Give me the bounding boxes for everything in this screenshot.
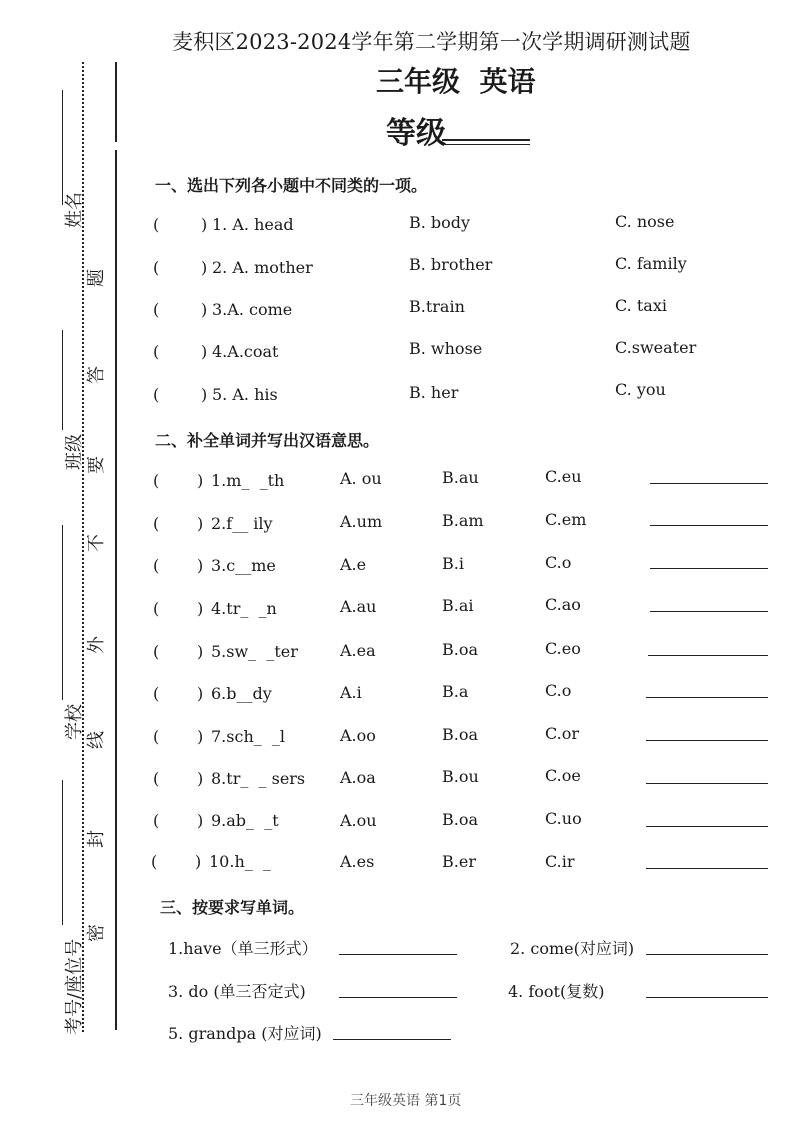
- meaning-blank[interactable]: [650, 568, 768, 569]
- answer-paren-close: ): [201, 300, 208, 319]
- answer-paren-close: ): [195, 852, 202, 871]
- level-blank: [442, 139, 530, 141]
- word-stem: 1.m_ _th: [211, 471, 285, 490]
- answer-paren-open: (: [153, 300, 160, 319]
- meaning-blank[interactable]: [646, 740, 768, 741]
- word-stem: 7.sch_ _l: [211, 727, 286, 746]
- option-c: C. family: [615, 254, 687, 273]
- answer-paren-open: (: [153, 342, 160, 361]
- option-b: B. her: [409, 383, 459, 402]
- name-field-line: [62, 90, 63, 205]
- section1-title: 一、选出下列各小题中不同类的一项。: [155, 176, 428, 195]
- option-b: B.ai: [442, 596, 474, 615]
- option-c: C. you: [615, 380, 666, 399]
- answer-paren-close: ): [201, 342, 208, 361]
- word-task: 5. grandpa (对应词): [168, 1024, 322, 1043]
- option-c: C.oe: [545, 766, 581, 785]
- option-a: A. ou: [340, 469, 382, 488]
- option-a: A.au: [340, 597, 377, 616]
- option-a: A.i: [340, 683, 362, 702]
- word-task: 3. do (单三否定式): [168, 982, 306, 1001]
- word-task: 2. come(对应词): [510, 939, 635, 958]
- word-stem: 9.ab_ _t: [211, 811, 279, 830]
- option-b: B.oa: [442, 725, 479, 744]
- answer-paren-close: ): [197, 684, 204, 703]
- word-stem: 8.tr_ _ sers: [211, 769, 306, 788]
- option-a: 2. A. mother: [212, 258, 313, 277]
- answer-paren-open: (: [153, 471, 160, 490]
- answer-paren-close: ): [197, 642, 204, 661]
- answer-paren-open: (: [153, 215, 160, 234]
- option-b: B.i: [442, 554, 464, 573]
- option-a: A.um: [340, 512, 383, 531]
- option-a: A.oa: [340, 768, 376, 787]
- answer-paren-close: ): [201, 215, 208, 234]
- answer-paren-close: ): [197, 514, 204, 533]
- option-b: B. whose: [409, 339, 483, 358]
- seal-solid-line-top: [115, 62, 117, 142]
- seal-char: 线: [86, 731, 107, 749]
- answer-paren-close: ): [197, 727, 204, 746]
- answer-paren-open: (: [153, 769, 160, 788]
- answer-blank[interactable]: [339, 997, 457, 998]
- answer-paren-open: (: [153, 514, 160, 533]
- option-c: C.uo: [545, 809, 582, 828]
- word-task: 1.have（单三形式）: [168, 939, 318, 958]
- section2-title: 二、补全单词并写出汉语意思。: [155, 431, 380, 450]
- seal-char: 外: [86, 636, 107, 654]
- option-a: 5. A. his: [212, 385, 278, 404]
- option-c: C.em: [545, 510, 587, 529]
- page-footer: 三年级英语 第1页: [350, 1093, 462, 1109]
- answer-blank[interactable]: [646, 954, 768, 955]
- word-stem: 2.f__ ily: [211, 514, 273, 533]
- answer-paren-close: ): [201, 258, 208, 277]
- answer-paren-open: (: [153, 258, 160, 277]
- answer-paren-close: ): [197, 471, 204, 490]
- meaning-blank[interactable]: [646, 783, 768, 784]
- grade-subject-title: 三年级 英语: [376, 65, 536, 98]
- option-c: C.eu: [545, 467, 582, 486]
- class-field-label: 班级: [64, 434, 85, 470]
- option-b: B.oa: [442, 810, 479, 829]
- option-a: A.es: [340, 852, 375, 871]
- option-c: C.o: [545, 681, 572, 700]
- option-b: B.er: [442, 852, 476, 871]
- option-c: C.eo: [545, 639, 581, 658]
- option-b: B.am: [442, 511, 484, 530]
- level-label: 等级: [386, 116, 446, 151]
- seat-field-line: [62, 780, 63, 925]
- option-c: C. nose: [615, 212, 675, 231]
- answer-blank[interactable]: [646, 997, 768, 998]
- meaning-blank[interactable]: [650, 611, 768, 612]
- option-b: B.oa: [442, 640, 479, 659]
- answer-paren-close: ): [197, 769, 204, 788]
- option-a: 4.A.coat: [212, 342, 279, 361]
- seal-solid-line: [115, 150, 117, 1030]
- word-stem: 6.b__dy: [211, 684, 272, 703]
- seal-char: 密: [86, 924, 107, 942]
- seal-char: 不: [86, 534, 107, 552]
- answer-paren-close: ): [197, 811, 204, 830]
- option-b: B. body: [409, 213, 471, 232]
- name-field-label: 姓名: [64, 192, 85, 228]
- seal-char: 要: [86, 456, 107, 474]
- answer-paren-close: ): [201, 385, 208, 404]
- meaning-blank[interactable]: [650, 483, 768, 484]
- option-b: B. brother: [409, 255, 493, 274]
- school-field-label: 学校: [64, 704, 85, 740]
- option-c: C.sweater: [615, 338, 697, 357]
- option-a: A.ou: [340, 811, 377, 830]
- word-stem: 3.c__me: [211, 556, 276, 575]
- meaning-blank[interactable]: [646, 868, 768, 869]
- option-a: A.oo: [340, 726, 376, 745]
- answer-paren-open: (: [151, 852, 158, 871]
- option-c: C.ir: [545, 852, 575, 871]
- meaning-blank[interactable]: [646, 697, 768, 698]
- seal-char: 答: [86, 366, 107, 384]
- answer-paren-open: (: [153, 642, 160, 661]
- option-b: B.a: [442, 682, 469, 701]
- school-field-line: [62, 525, 63, 700]
- option-b: B.train: [409, 297, 465, 316]
- section3-title: 三、按要求写单词。: [160, 898, 305, 917]
- meaning-blank[interactable]: [648, 655, 768, 656]
- answer-blank[interactable]: [339, 954, 457, 955]
- word-task: 4. foot(复数): [508, 982, 605, 1001]
- word-stem: 10.h_ _: [209, 852, 271, 871]
- word-stem: 4.tr_ _n: [211, 599, 277, 618]
- answer-paren-open: (: [153, 684, 160, 703]
- level-blank-underline: [442, 144, 530, 145]
- word-stem: 5.sw_ _ter: [211, 642, 298, 661]
- option-b: B.au: [442, 468, 479, 487]
- answer-paren-close: ): [197, 599, 204, 618]
- answer-paren-open: (: [153, 599, 160, 618]
- answer-blank[interactable]: [333, 1039, 451, 1040]
- option-c: C.or: [545, 724, 580, 743]
- option-c: C. taxi: [615, 296, 667, 315]
- seal-char: 封: [86, 830, 107, 848]
- option-c: C.o: [545, 553, 572, 572]
- option-a: 1. A. head: [212, 215, 294, 234]
- option-a: A.e: [340, 555, 367, 574]
- meaning-blank[interactable]: [650, 525, 768, 526]
- seal-char: 题: [86, 269, 107, 287]
- option-c: C.ao: [545, 595, 581, 614]
- answer-paren-open: (: [153, 556, 160, 575]
- class-field-line: [62, 330, 63, 430]
- answer-paren-open: (: [153, 727, 160, 746]
- exam-title: 麦积区2023-2024学年第二学期第一次学期调研测试题: [172, 30, 691, 54]
- answer-paren-open: (: [153, 385, 160, 404]
- answer-paren-close: ): [197, 556, 204, 575]
- seat-field-label: 考号/座位号: [64, 938, 85, 1035]
- meaning-blank[interactable]: [646, 826, 768, 827]
- option-a: 3.A. come: [212, 300, 293, 319]
- option-b: B.ou: [442, 767, 479, 786]
- option-a: A.ea: [340, 641, 376, 660]
- answer-paren-open: (: [153, 811, 160, 830]
